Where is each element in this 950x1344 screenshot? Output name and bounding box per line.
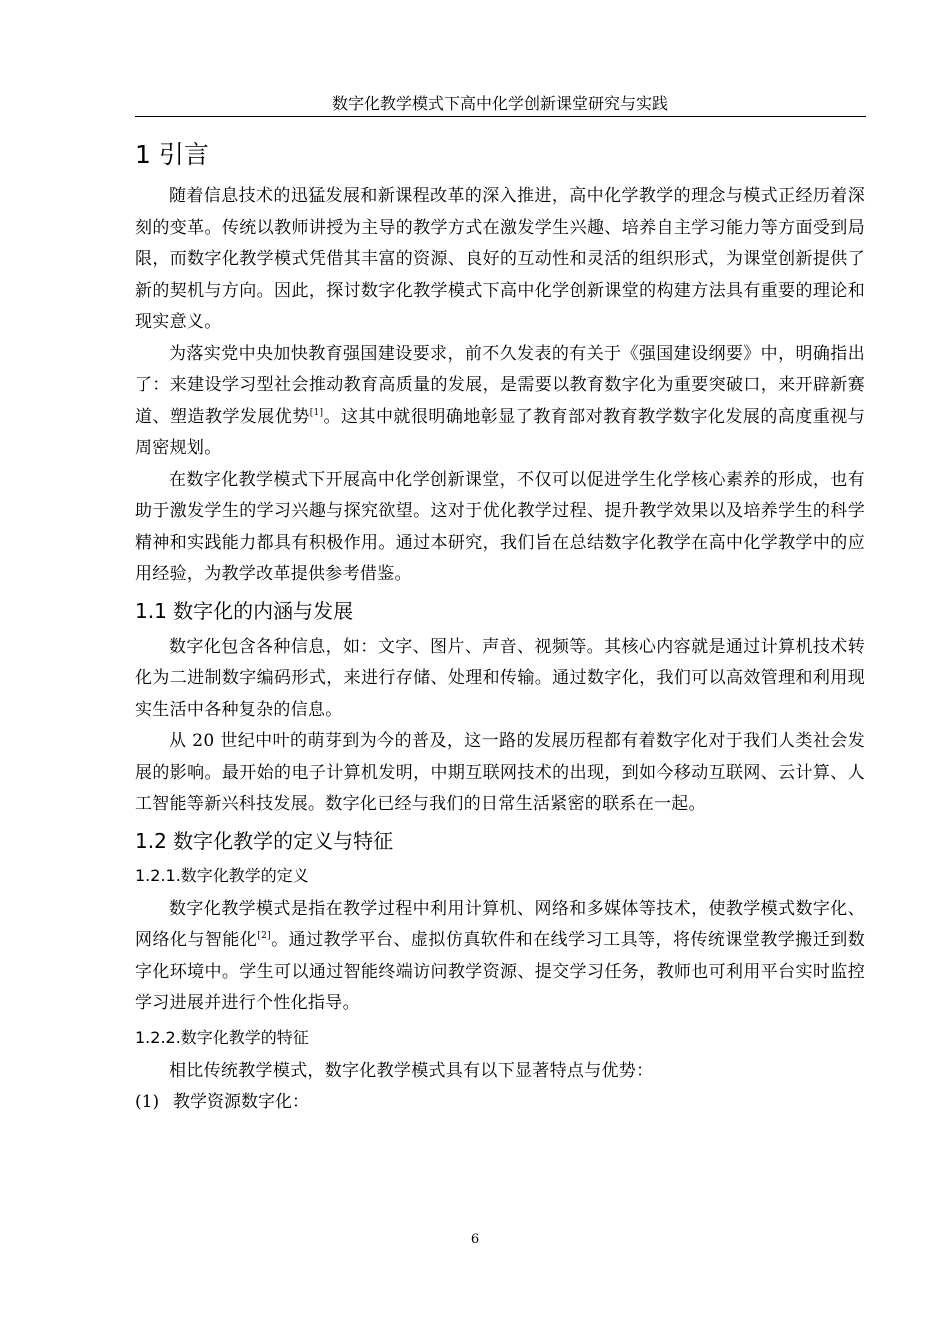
citation-ref: [1]: [309, 407, 324, 418]
paragraph: [135, 894, 865, 1020]
list-number: (1): [135, 1092, 160, 1112]
paragraph: 数字化包含各种信息，如：文字、图片、声音、视频等。其核心内容就是通过计算机技术转化为二进制数字编码形式，来进行存储、处理和传输。通过数字化，我们可以高效管理和利用现实生活中各种复杂的信息。: [135, 636, 865, 720]
section-heading-1-2: 1.2 数字化教学的定义与特征: [135, 828, 394, 853]
section-heading-1-2-1: 1.2.1.数字化教学的定义: [135, 865, 309, 885]
paragraph-text: 。通过教学平台、虚拟仿真软件和在线学习工具等，将传统课堂教学搬迁到数字化环境中。学生可以通过智能终端访问教学资源、提交学习任务，教师也可利用平台实时监控学习进展并进行个性化指导。: [135, 930, 865, 1013]
paragraph: 相比传统教学模式，数字化教学模式具有以下显著特点与优势：: [169, 1060, 654, 1081]
header-divider: [135, 116, 866, 117]
list-item: [135, 1087, 865, 1119]
paragraph: [135, 339, 865, 465]
paragraph-text: 为落实党中央加快教育强国建设要求，前不久发表的有关于《强国建设纲要》中，明确指出了：来建设学习型社会推动教育高质量的发展，是需要以教育数字化为重要突破口，来开辟新赛道、塑造教学发展优势: [135, 343, 865, 427]
section-heading-1-2-2: 1.2.2.数字化教学的特征: [135, 1027, 309, 1047]
running-header: 数字化教学模式下高中化学创新课堂研究与实践: [331, 94, 668, 113]
paragraph: 随着信息技术的迅猛发展和新课程改革的深入推进，高中化学教学的理念与模式正经历着深刻的变革。传统以教师讲授为主导的教学方式在激发学生兴趣、培养自主学习能力等方面受到局限，而数字化教学模式凭借其丰富的资源、良好的互动性和灵活的组织形式，为课堂创新提供了新的契机与方向。因此，探讨数字化教学模式下高中化学创新课堂的构建方法具有重要的理论和现实意义。: [135, 186, 865, 332]
page-number: 6: [470, 1232, 480, 1247]
section-heading-1-1: 1.1 数字化的内涵与发展: [135, 598, 354, 623]
paragraph: 在数字化教学模式下开展高中化学创新课堂，不仅可以促进学生化学核心素养的形成，也有助于激发学生的学习兴趣与探究欲望。这对于优化教学过程、提升教学效果以及培养学生的科学精神和实践能力都具有积极作用。通过本研究，我们旨在总结数字化教学在高中化学教学中的应用经验，为教学改革提供参考借鉴。: [135, 469, 865, 584]
paragraph-text: 。这其中就很明确地彰显了教育部对教育教学数字化发展的高度重视与周密规划。: [135, 406, 865, 458]
page-body: [135, 131, 865, 1119]
paragraph-text: 数字化教学模式是指在教学过程中利用计算机、网络和多媒体等技术，使教学模式数字化、网络化与智能化: [135, 898, 865, 950]
paragraph: 从 20 世纪中叶的萌芽到为今的普及，这一路的发展历程都有着数字化对于我们人类社会发展的影响。最开始的电子计算机发明，中期互联网技术的出现，到如今移动互联网、云计算、人工智能等新兴科技发展。数字化已经与我们的日常生活紧密的联系在一起。: [135, 731, 865, 814]
list-item-text: 教学资源数字化：: [173, 1092, 309, 1112]
citation-ref: [2]: [257, 931, 271, 941]
section-heading-1: 1 引言: [135, 140, 209, 169]
